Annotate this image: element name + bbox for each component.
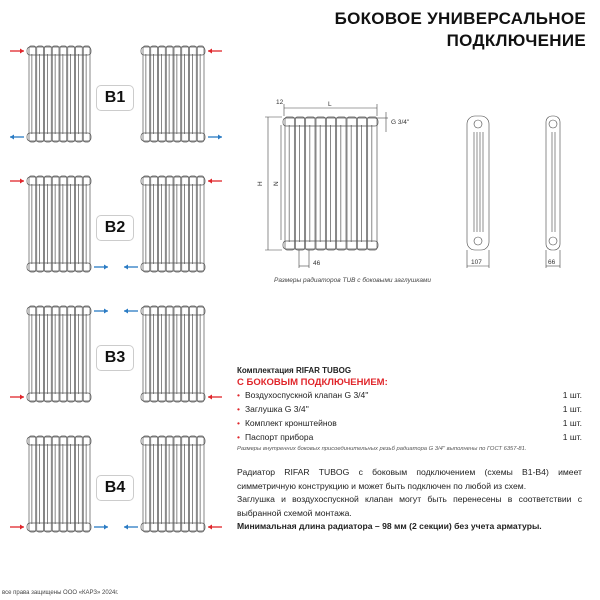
dim-n: N [273,181,280,186]
description [237,466,582,534]
dim-l: L [328,101,332,108]
kit-heading: Комплектация RIFAR TUBOG [237,366,352,375]
kit-note: Размеры внутренних боковых присоединительных резьб радиатора G 3/4'' выполнены по ГОСТ 6357-81. [237,446,527,452]
drawing-caption: Размеры радиаторов TUB с боковыми заглушками [274,277,432,284]
kit-item-name: Паспорт прибора [244,432,314,442]
dim-107: 107 [471,259,482,266]
kit-item [237,416,582,430]
kit-item [237,388,582,402]
flow-arrow-icon [94,309,108,314]
dim-thread: G 3/4'' [391,119,410,126]
dim-46: 46 [313,260,321,267]
radiator-icon [27,436,91,532]
flow-arrow-icon [124,309,138,314]
copyright: все права защищены ООО «КАРЗ» 2024г. [2,590,119,596]
radiator-side-view-107 [467,116,489,250]
kit-item-name: Заглушка G 3/4'' [244,404,309,414]
radiator-front-view [283,117,378,250]
bullet-icon: • [237,432,240,442]
scheme-label-b2: В2 [96,215,134,241]
flow-arrow-icon [208,525,222,530]
scheme-label-b1: В1 [96,85,134,111]
radiator-icon [141,436,205,532]
description-p1: Радиатор RIFAR TUBOG с боковым подключением (схемы В1-В4) имеет симметричную конструкцию и может быть подключен по любой из схем. [237,467,582,491]
kit-item-qty: 1 шт. [562,432,582,442]
title-line-1: БОКОВОЕ УНИВЕРСАЛЬНОЕ [334,9,586,28]
flow-arrow-icon [208,395,222,400]
kit-section [237,366,582,452]
radiator-icon [141,306,205,402]
scheme-label-b4: В4 [96,475,134,501]
bullet-icon: • [237,404,240,414]
description-p2: Заглушка и воздухоспускной клапан могут быть перенесены в соответствии с выбранной схемой монтажа. [237,494,582,518]
dim-h: H [257,181,264,186]
scheme-label-b3: В3 [96,345,134,371]
kit-item-name: Комплект кронштейнов [244,418,337,428]
bullet-icon: • [237,418,240,428]
flow-arrow-icon [124,525,138,530]
flow-arrow-icon [10,395,24,400]
radiator-icon [27,306,91,402]
flow-arrow-icon [10,525,24,530]
dim-12: 12 [276,99,284,106]
kit-item-qty: 1 шт. [562,418,582,428]
dim-66: 66 [548,259,556,266]
kit-item [237,402,582,416]
radiator-side-view-66 [546,116,560,250]
kit-subheading: С БОКОВЫМ ПОДКЛЮЧЕНИЕМ: [237,377,388,388]
kit-item-name: Воздухоспускной клапан G 3/4'' [244,390,369,400]
description-p3: Минимальная длина радиатора – 98 мм (2 секции) без учета арматуры. [237,521,542,531]
bullet-icon: • [237,390,240,400]
kit-item [237,430,582,444]
flow-arrow-icon [94,525,108,530]
kit-item-qty: 1 шт. [562,390,582,400]
radiator-icon [283,117,378,250]
title-line-2: ПОДКЛЮЧЕНИЕ [446,31,586,50]
kit-item-qty: 1 шт. [562,404,582,414]
